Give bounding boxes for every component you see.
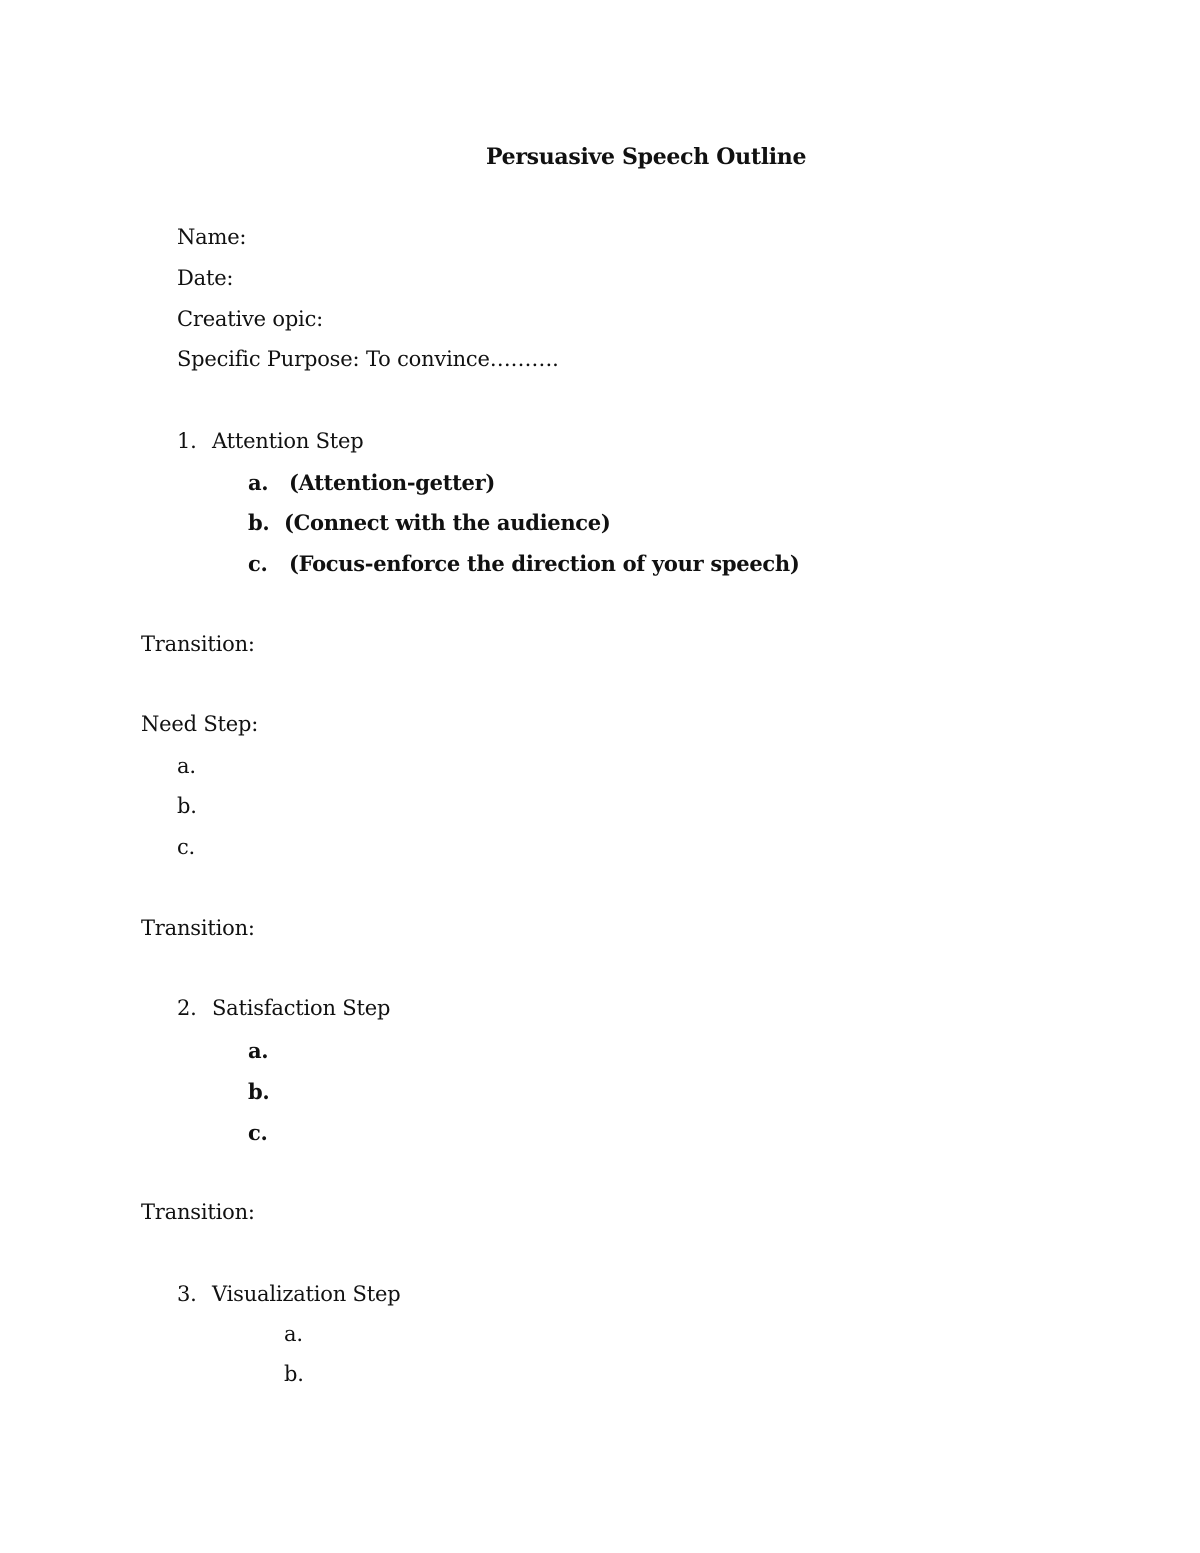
satisfaction-step-number: 2.: [177, 996, 197, 1020]
need-item-marker: a.: [177, 754, 196, 778]
purpose-field-label: Specific Purpose:: [177, 347, 360, 371]
attention-item-text: (Focus-enforce the direction of your speech): [289, 551, 800, 576]
attention-step-number: 1.: [177, 429, 197, 453]
satisfaction-item-marker: a.: [248, 1038, 269, 1063]
satisfaction-item-marker: b.: [248, 1079, 270, 1104]
visualization-item-marker: b.: [284, 1362, 304, 1386]
attention-step-heading: Attention Step: [212, 429, 364, 453]
attention-item-marker: a.: [248, 470, 269, 495]
purpose-field-value: To convince……….: [366, 347, 559, 371]
attention-item-text: (Connect with the audience): [284, 510, 611, 535]
transition-label: Transition:: [141, 916, 255, 940]
satisfaction-step-heading: Satisfaction Step: [212, 996, 391, 1020]
need-step-heading: Need Step:: [141, 712, 259, 736]
visualization-step-heading: Visualization Step: [212, 1282, 401, 1306]
topic-field-label: Creative opic:: [177, 307, 324, 331]
attention-item-text: (Attention-getter): [289, 470, 495, 495]
satisfaction-item-marker: c.: [248, 1120, 268, 1145]
date-field-label: Date:: [177, 266, 234, 290]
visualization-step-number: 3.: [177, 1282, 197, 1306]
name-field-label: Name:: [177, 225, 247, 249]
attention-item-marker: b.: [248, 510, 270, 535]
visualization-item-marker: a.: [284, 1322, 303, 1346]
transition-label: Transition:: [141, 632, 255, 656]
need-item-marker: c.: [177, 835, 196, 859]
need-item-marker: b.: [177, 794, 197, 818]
page-title: Persuasive Speech Outline: [486, 144, 807, 170]
attention-item-marker: c.: [248, 551, 268, 576]
transition-label: Transition:: [141, 1200, 255, 1224]
